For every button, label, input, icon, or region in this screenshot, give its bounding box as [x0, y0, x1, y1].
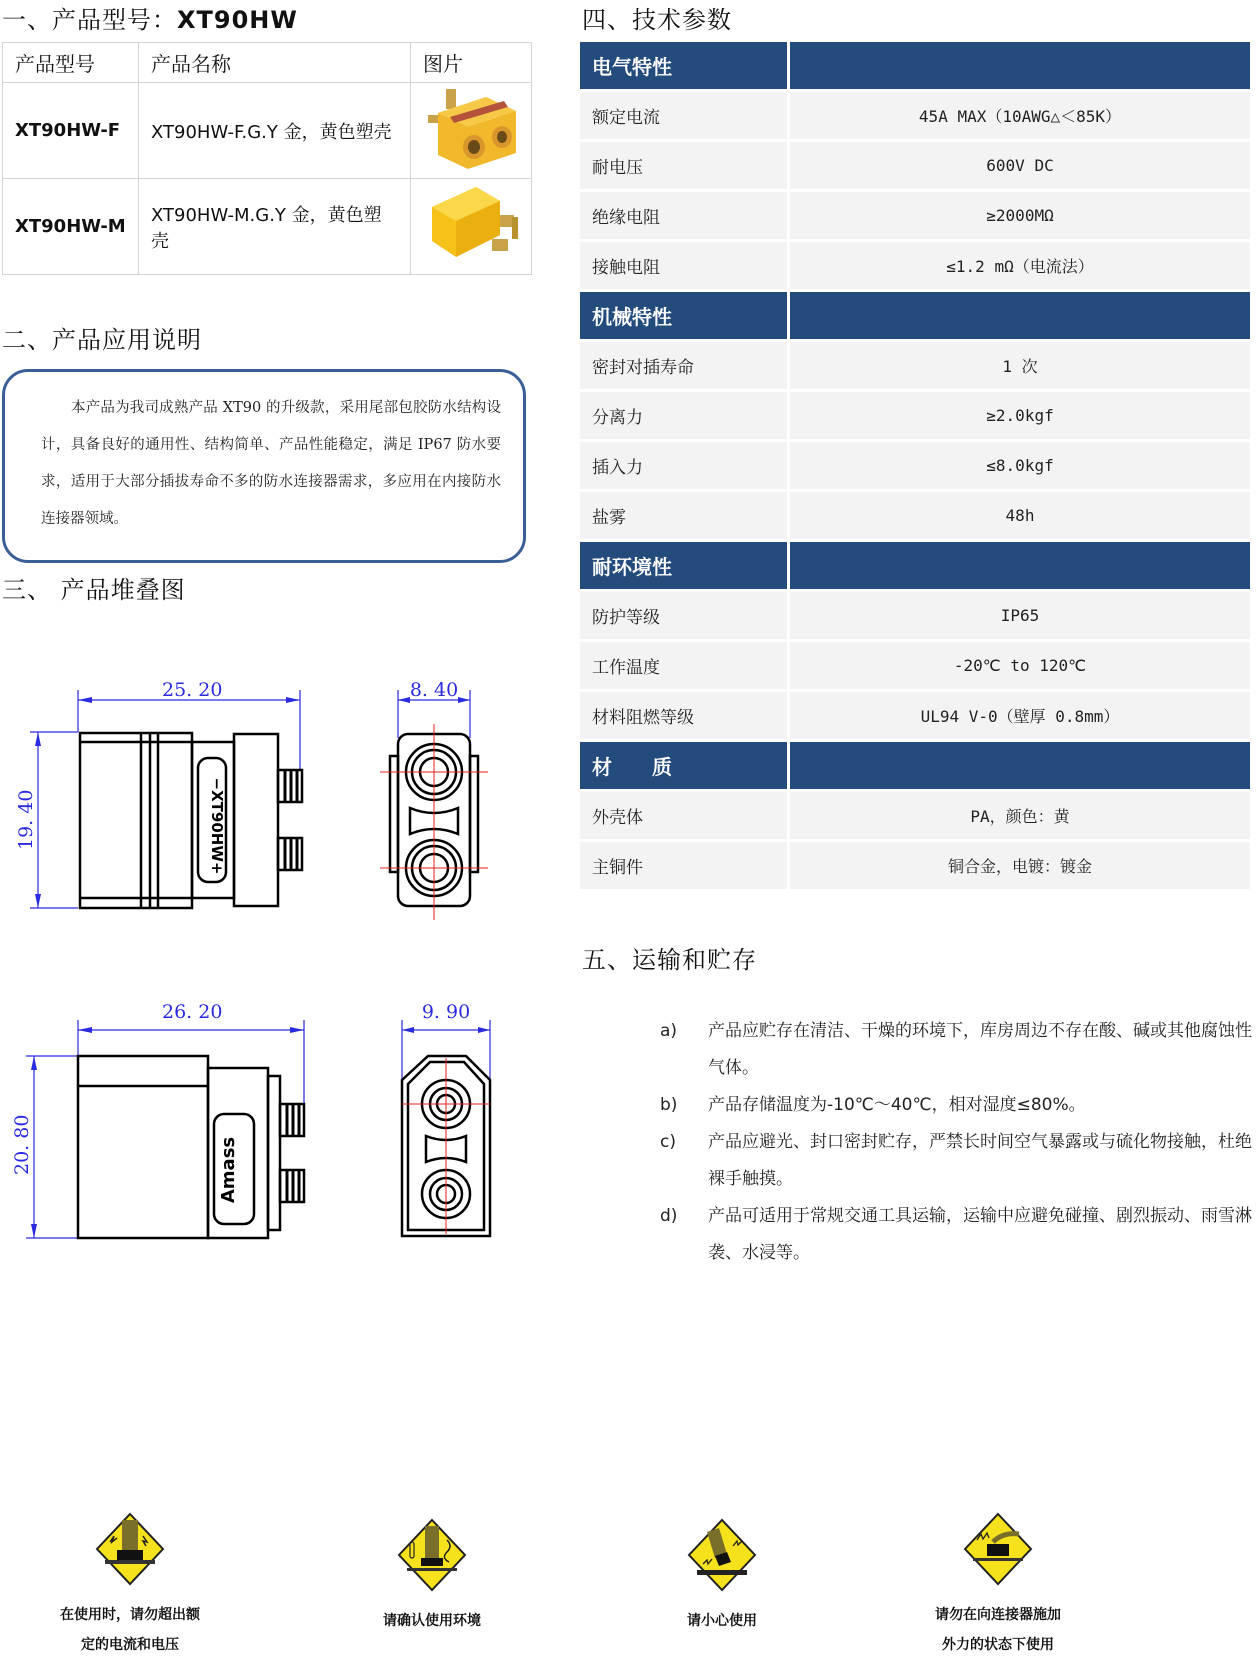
list-item — [660, 1087, 1258, 1124]
param-name: 分离力 — [580, 392, 787, 439]
param-name: 盐雾 — [580, 492, 787, 539]
header-name: 产品名称 — [139, 43, 411, 83]
top-side-view-drawing — [0, 679, 320, 930]
bottom-front-view-drawing — [388, 1001, 518, 1260]
list-marker: a) — [660, 1021, 678, 1041]
table-row — [580, 692, 1250, 739]
environment-warning-icon — [397, 1518, 467, 1592]
param-value: 45A MAX（10AWG△＜85K） — [790, 92, 1250, 139]
list-item — [660, 1198, 1258, 1272]
male-connector-photo — [411, 179, 532, 275]
list-marker: d) — [660, 1206, 678, 1226]
bottom-width-dimension: 26. 20 — [162, 1001, 223, 1023]
param-value: 48h — [790, 492, 1250, 539]
model-cell: XT90HW-F — [3, 83, 139, 179]
table-row — [580, 492, 1250, 539]
list-marker: c) — [660, 1132, 676, 1152]
table-header-row — [3, 43, 532, 83]
list-marker: b) — [660, 1095, 678, 1115]
storage-list — [660, 1013, 1258, 1272]
group-label: 电气特性 — [580, 42, 787, 89]
table-row — [580, 642, 1250, 689]
section1-title-model: XT90HW — [177, 6, 298, 34]
group-header-fill — [790, 742, 1250, 789]
list-text: 产品应贮存在清洁、干燥的环境下，库房周边不存在酸、碱或其他腐蚀性气体。 — [708, 1021, 1252, 1078]
application-description-box — [2, 369, 526, 563]
table-row — [3, 179, 532, 275]
param-value: -20℃ to 120℃ — [790, 642, 1250, 689]
external-force-warning-icon — [963, 1512, 1033, 1586]
table-row — [580, 92, 1250, 139]
param-value: UL94 V-0（壁厚 0.8mm） — [790, 692, 1250, 739]
warning-text-line1: 请勿在向连接器施加 — [935, 1607, 1061, 1623]
group-header-electrical — [580, 42, 1250, 89]
group-header-fill — [790, 42, 1250, 89]
warning-text-line1: 在使用时，请勿超出额 — [60, 1607, 200, 1623]
param-name: 绝缘电阻 — [580, 192, 787, 239]
female-connector-icon — [416, 83, 526, 173]
list-text: 产品存储温度为-10℃～40℃，相对湿度≤80%。 — [708, 1095, 1086, 1115]
bottom-side-view-drawing — [0, 1001, 320, 1260]
param-value: 1 次 — [790, 342, 1250, 389]
top-side-label: −XT90HW+ — [208, 777, 226, 875]
table-row — [580, 142, 1250, 189]
table-row — [580, 792, 1250, 839]
group-header-mechanical — [580, 292, 1250, 339]
top-front-width-dimension: 8. 40 — [409, 679, 459, 701]
group-label: 耐环境性 — [580, 542, 787, 589]
param-value: ≤1.2 mΩ（电流法） — [790, 242, 1250, 289]
param-value: ≥2000MΩ — [790, 192, 1250, 239]
warning-text-line2: 外力的状态下使用 — [942, 1637, 1054, 1653]
param-name: 外壳体 — [580, 792, 787, 839]
top-height-dimension: 19. 40 — [15, 789, 37, 850]
female-connector-photo — [411, 83, 532, 179]
tech-params-table — [580, 42, 1250, 892]
param-value: ≤8.0kgf — [790, 442, 1250, 489]
section1-title — [2, 0, 298, 35]
param-name: 额定电流 — [580, 92, 787, 139]
list-text: 产品可适用于常规交通工具运输，运输中应避免碰撞、剧烈振动、雨雪淋袭、水浸等。 — [708, 1206, 1252, 1263]
warning-overload — [40, 1512, 220, 1660]
param-name: 主铜件 — [580, 842, 787, 889]
top-front-view-drawing — [376, 679, 506, 930]
group-label: 机械特性 — [580, 292, 787, 339]
table-row — [580, 592, 1250, 639]
bottom-front-width-dimension: 9. 90 — [421, 1001, 471, 1023]
param-value: ≥2.0kgf — [790, 392, 1250, 439]
model-cell: XT90HW-M — [3, 179, 139, 275]
section4-title: 四、技术参数 — [582, 6, 732, 34]
section1-title-prefix: 一、产品型号： — [2, 6, 177, 34]
table-row — [580, 442, 1250, 489]
header-model: 产品型号 — [3, 43, 139, 83]
param-name: 工作温度 — [580, 642, 787, 689]
male-connector-icon — [416, 179, 526, 269]
section5-title: 五、运输和贮存 — [582, 946, 757, 974]
group-header-material — [580, 742, 1250, 789]
param-name: 密封对插寿命 — [580, 342, 787, 389]
param-name: 插入力 — [580, 442, 787, 489]
warning-environment — [342, 1518, 522, 1636]
warning-text-line1: 请确认使用环境 — [383, 1613, 481, 1629]
param-value: PA，颜色：黄 — [790, 792, 1250, 839]
top-width-dimension: 25. 20 — [162, 679, 223, 701]
table-row — [3, 83, 532, 179]
table-row — [580, 342, 1250, 389]
table-row — [580, 242, 1250, 289]
warning-text-line2: 定的电流和电压 — [81, 1637, 179, 1653]
list-item — [660, 1124, 1258, 1198]
warning-text-line1: 请小心使用 — [687, 1613, 757, 1629]
param-value: IP65 — [790, 592, 1250, 639]
bottom-height-dimension: 20. 80 — [11, 1114, 33, 1175]
group-header-fill — [790, 292, 1250, 339]
group-label: 材 质 — [580, 742, 787, 789]
param-value: 600V DC — [790, 142, 1250, 189]
param-value: 铜合金，电镀：镀金 — [790, 842, 1250, 889]
list-text: 产品应避光、封口密封贮存，严禁长时间空气暴露或与硫化物接触，杜绝裸手触摸。 — [708, 1132, 1252, 1189]
group-header-fill — [790, 542, 1250, 589]
name-cell: XT90HW-M.G.Y 金，黄色塑壳 — [139, 179, 411, 275]
table-row — [580, 192, 1250, 239]
param-name: 接触电阻 — [580, 242, 787, 289]
handle-with-care-warning-icon — [687, 1518, 757, 1592]
section3-title: 三、 产品堆叠图 — [2, 576, 186, 604]
table-row — [580, 842, 1250, 889]
application-description-text: 本产品为我司成熟产品 XT90 的升级款，采用尾部包胶防水结构设计，具备良好的通用性、结构简单、产品性能稳定，满足 IP67 防水要求，适用于大部分插拔寿命不多的防水连接器需求，多应用在内接防水连接器领域。 — [41, 400, 501, 527]
overload-warning-icon — [95, 1512, 165, 1586]
param-name: 防护等级 — [580, 592, 787, 639]
warning-handle-with-care — [632, 1518, 812, 1636]
group-header-environmental — [580, 542, 1250, 589]
section2-title: 二、产品应用说明 — [2, 326, 202, 354]
bottom-side-label: Amass — [218, 1136, 239, 1204]
product-model-table — [2, 42, 532, 275]
list-item — [660, 1013, 1258, 1087]
table-row — [580, 392, 1250, 439]
name-cell: XT90HW-F.G.Y 金，黄色塑壳 — [139, 83, 411, 179]
param-name: 材料阻燃等级 — [580, 692, 787, 739]
header-image: 图片 — [411, 43, 532, 83]
param-name: 耐电压 — [580, 142, 787, 189]
warning-external-force — [908, 1512, 1088, 1660]
